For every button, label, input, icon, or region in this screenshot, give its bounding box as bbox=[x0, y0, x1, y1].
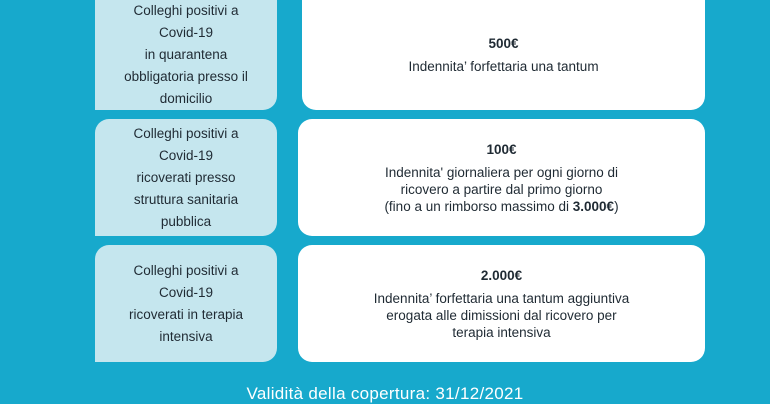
benefit-description-line: erogata alle dimissioni dal ricovero per bbox=[386, 307, 617, 323]
benefit-amount: 100€ bbox=[486, 141, 517, 157]
category-line: Covid-19 bbox=[158, 284, 214, 300]
benefit-amount: 500€ bbox=[488, 36, 519, 51]
category-line: Colleghi positivi a bbox=[133, 262, 239, 278]
category-line: intensiva bbox=[159, 328, 213, 344]
benefit-card-quarantine bbox=[302, 0, 705, 110]
category-card-quarantine bbox=[95, 0, 277, 110]
category-card-intensive-care bbox=[95, 245, 277, 362]
category-line: Covid-19 bbox=[158, 147, 214, 163]
category-line: in quarantena bbox=[144, 47, 228, 62]
benefit-card-hospitalized bbox=[298, 119, 705, 236]
category-card-hospitalized bbox=[95, 119, 277, 236]
benefit-description-line: ricovero a partire dal primo giorno bbox=[400, 181, 603, 197]
category-line: Colleghi positivi a bbox=[133, 3, 239, 18]
category-line: struttura sanitaria bbox=[133, 191, 239, 207]
category-line: obbligatoria presso il bbox=[124, 69, 248, 84]
category-line: ricoverati in terapia bbox=[128, 306, 244, 322]
benefit-card-intensive-care bbox=[298, 245, 705, 362]
benefit-description-line: terapia intensiva bbox=[452, 324, 551, 340]
benefit-description-limit bbox=[384, 198, 618, 215]
category-line: ricoverati presso bbox=[136, 169, 236, 185]
benefit-description-line: Indennita’ forfettaria una tantum aggiuntiva bbox=[373, 290, 630, 306]
limit-amount: 3.000€ bbox=[572, 198, 615, 214]
benefit-description-line: Indennita’ forfettaria una tantum bbox=[408, 59, 599, 74]
limit-prefix: (fino a un rimborso massimo di bbox=[384, 198, 573, 214]
category-line: Colleghi positivi a bbox=[133, 125, 239, 141]
benefit-description-line: Indennita' giornaliera per ogni giorno di bbox=[385, 164, 618, 180]
limit-suffix: ) bbox=[614, 198, 619, 214]
category-line: domicilio bbox=[159, 91, 213, 106]
category-line: Covid-19 bbox=[158, 25, 213, 40]
benefit-amount: 2.000€ bbox=[480, 267, 523, 283]
category-line: pubblica bbox=[160, 213, 212, 229]
coverage-validity-footer: Validità della copertura: 31/12/2021 bbox=[246, 384, 524, 403]
